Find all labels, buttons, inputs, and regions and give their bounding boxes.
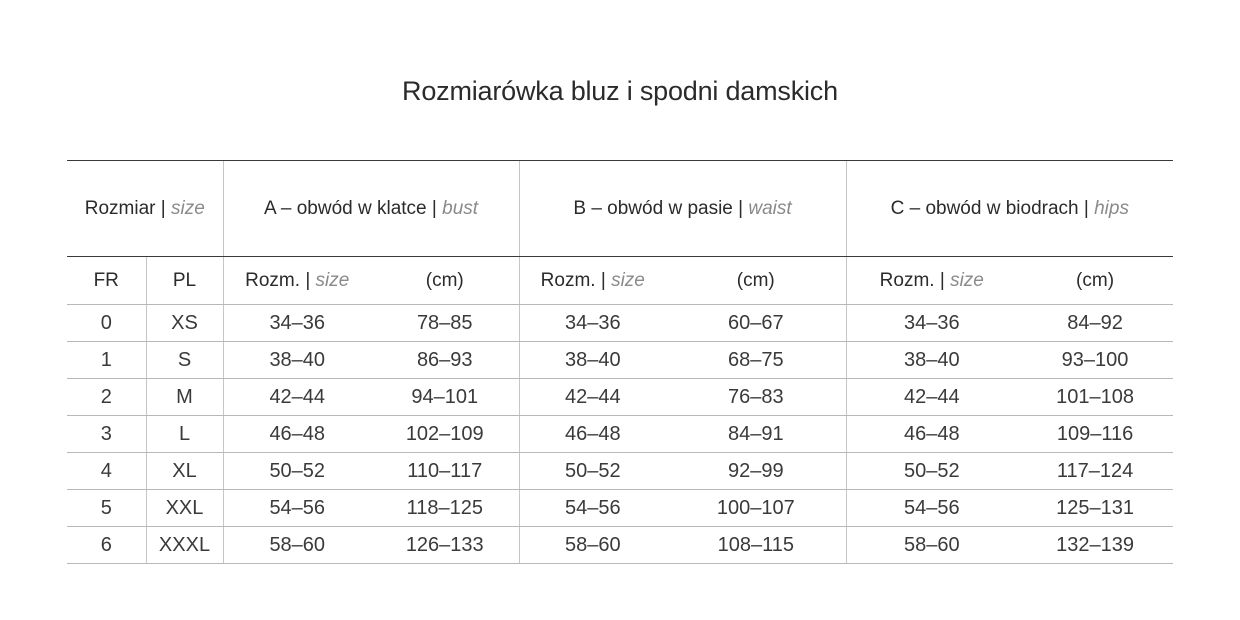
cell-bust-size: 58–60 <box>223 527 371 564</box>
header-bust <box>223 161 519 257</box>
cell-waist-cm: 60–67 <box>666 305 846 342</box>
cell-pl: XXXL <box>146 527 223 564</box>
cell-fr: 3 <box>67 416 146 453</box>
cell-bust-size: 38–40 <box>223 342 371 379</box>
cell-bust-cm: 126–133 <box>371 527 519 564</box>
table-row <box>67 379 1173 416</box>
subheader-rozm: Rozm. <box>540 269 596 291</box>
cell-fr: 2 <box>67 379 146 416</box>
cell-hips-cm: 109–116 <box>1017 416 1173 453</box>
subheader-bust-cm: (cm) <box>371 257 519 305</box>
cell-waist-size: 58–60 <box>519 527 666 564</box>
cell-hips-cm: 101–108 <box>1017 379 1173 416</box>
cell-waist-size: 42–44 <box>519 379 666 416</box>
cell-fr: 4 <box>67 453 146 490</box>
header-size-sep: | <box>160 197 166 219</box>
subheader-sep: | <box>939 269 945 291</box>
header-waist <box>519 161 846 257</box>
cell-hips-size: 50–52 <box>846 453 1017 490</box>
cell-bust-cm: 78–85 <box>371 305 519 342</box>
header-size-en: size <box>170 197 205 219</box>
cell-pl: M <box>146 379 223 416</box>
header-bust-en: bust <box>442 197 479 219</box>
cell-hips-size: 54–56 <box>846 490 1017 527</box>
cell-bust-size: 50–52 <box>223 453 371 490</box>
cell-hips-cm: 93–100 <box>1017 342 1173 379</box>
header-hips-sep: | <box>1083 197 1089 219</box>
cell-hips-cm: 125–131 <box>1017 490 1173 527</box>
cell-pl: XXL <box>146 490 223 527</box>
cell-waist-cm: 76–83 <box>666 379 846 416</box>
subheader-row <box>67 257 1173 305</box>
header-hips-pl: C – obwód w biodrach <box>890 197 1079 219</box>
cell-waist-cm: 100–107 <box>666 490 846 527</box>
subheader-waist-cm: (cm) <box>666 257 846 305</box>
cell-hips-cm: 117–124 <box>1017 453 1173 490</box>
header-size-pl: Rozmiar <box>84 197 156 219</box>
cell-bust-size: 34–36 <box>223 305 371 342</box>
header-waist-sep: | <box>738 197 744 219</box>
subheader-size-en: size <box>950 269 984 291</box>
size-chart-table <box>67 160 1173 564</box>
cell-bust-cm: 86–93 <box>371 342 519 379</box>
cell-waist-cm: 68–75 <box>666 342 846 379</box>
subheader-fr: FR <box>67 257 146 305</box>
cell-hips-size: 42–44 <box>846 379 1017 416</box>
header-bust-pl: A – obwód w klatce <box>263 197 427 219</box>
cell-hips-size: 34–36 <box>846 305 1017 342</box>
cell-fr: 5 <box>67 490 146 527</box>
header-hips-en: hips <box>1094 197 1129 219</box>
cell-fr: 6 <box>67 527 146 564</box>
cell-fr: 0 <box>67 305 146 342</box>
cell-waist-cm: 84–91 <box>666 416 846 453</box>
cell-waist-size: 50–52 <box>519 453 666 490</box>
cell-fr: 1 <box>67 342 146 379</box>
header-size <box>67 161 223 257</box>
table-row <box>67 490 1173 527</box>
cell-hips-size: 46–48 <box>846 416 1017 453</box>
cell-hips-size: 58–60 <box>846 527 1017 564</box>
table-row <box>67 416 1173 453</box>
table-row <box>67 342 1173 379</box>
cell-bust-cm: 94–101 <box>371 379 519 416</box>
cell-bust-size: 42–44 <box>223 379 371 416</box>
page-title: Rozmiarówka bluz i spodni damskich <box>402 76 838 106</box>
cell-pl: S <box>146 342 223 379</box>
subheader-size-en: size <box>611 269 645 291</box>
header-waist-pl: B – obwód w pasie <box>573 197 733 219</box>
cell-bust-cm: 102–109 <box>371 416 519 453</box>
cell-hips-cm: 132–139 <box>1017 527 1173 564</box>
cell-pl: L <box>146 416 223 453</box>
table-row <box>67 453 1173 490</box>
table-row <box>67 305 1173 342</box>
subheader-hips-cm: (cm) <box>1017 257 1173 305</box>
subheader-sep: | <box>600 269 606 291</box>
cell-pl: XL <box>146 453 223 490</box>
header-hips <box>846 161 1173 257</box>
cell-hips-cm: 84–92 <box>1017 305 1173 342</box>
cell-waist-size: 46–48 <box>519 416 666 453</box>
cell-bust-cm: 118–125 <box>371 490 519 527</box>
cell-waist-size: 38–40 <box>519 342 666 379</box>
cell-waist-size: 54–56 <box>519 490 666 527</box>
subheader-pl: PL <box>146 257 223 305</box>
subheader-rozm: Rozm. <box>879 269 935 291</box>
header-row <box>67 161 1173 257</box>
subheader-sep: | <box>305 269 311 291</box>
header-bust-sep: | <box>431 197 437 219</box>
cell-bust-cm: 110–117 <box>371 453 519 490</box>
subheader-bust-size <box>223 257 371 305</box>
subheader-rozm: Rozm. <box>245 269 301 291</box>
cell-bust-size: 54–56 <box>223 490 371 527</box>
header-waist-en: waist <box>748 197 792 219</box>
cell-waist-cm: 92–99 <box>666 453 846 490</box>
table-row <box>67 527 1173 564</box>
cell-bust-size: 46–48 <box>223 416 371 453</box>
cell-hips-size: 38–40 <box>846 342 1017 379</box>
subheader-size-en: size <box>315 269 350 291</box>
cell-pl: XS <box>146 305 223 342</box>
cell-waist-cm: 108–115 <box>666 527 846 564</box>
subheader-hips-size <box>846 257 1017 305</box>
subheader-waist-size <box>519 257 666 305</box>
cell-waist-size: 34–36 <box>519 305 666 342</box>
